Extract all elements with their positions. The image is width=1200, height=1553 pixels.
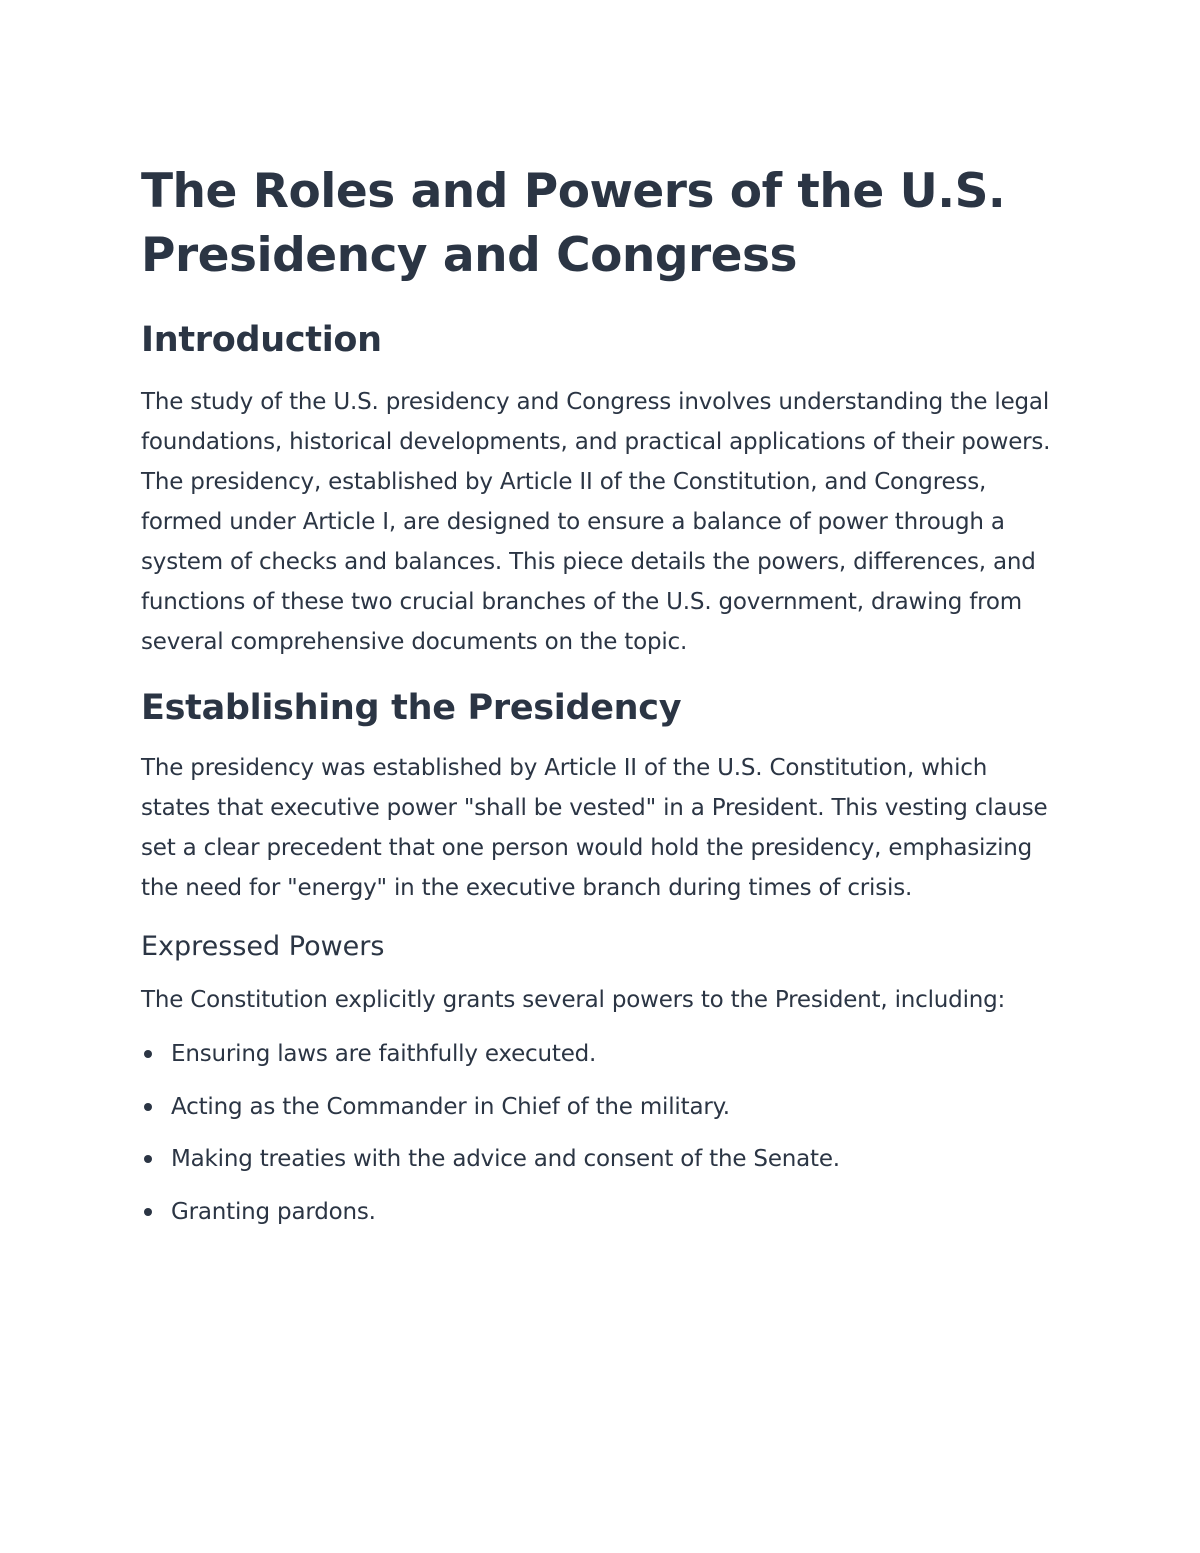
document-page [141, 160, 1061, 1244]
establishing-presidency-paragraph: The presidency was established by Article II of the U.S. Constitution, which states that executive power "shall be vested" in a President. This vesting clause set a clear precedent that one person would hold the presidency, emphasizing the need for "energy" in the executive branch during times of crisis. [141, 755, 1048, 901]
section-heading-establishing-presidency: Establishing the Presidency [141, 688, 682, 728]
document-title: The Roles and Powers of the U.S. Presidency and Congress [141, 164, 1006, 283]
expressed-powers-paragraph: The Constitution explicitly grants several powers to the President, including: [141, 987, 1006, 1013]
bullet-icon [144, 1208, 152, 1216]
expressed-powers-list [141, 1034, 1061, 1232]
list-item [141, 1087, 1061, 1127]
list-item [141, 1192, 1061, 1232]
list-item-text: Making treaties with the advice and consent of the Senate. [171, 1146, 840, 1172]
list-item-text: Granting pardons. [171, 1198, 376, 1225]
bullet-icon [144, 1155, 152, 1163]
list-item-text: Ensuring laws are faithfully executed. [171, 1041, 597, 1067]
subsection-heading-expressed-powers: Expressed Powers [141, 931, 385, 962]
section-heading-introduction: Introduction [141, 320, 382, 360]
list-item [141, 1034, 1061, 1074]
bullet-icon [144, 1050, 152, 1058]
introduction-paragraph: The study of the U.S. presidency and Congress involves understanding the legal foundations, historical developments, and practical applications of their powers. The presidency, established by Article II of the Constitution, and Congress, formed under Article I, are designed to ensure a balance of power through a system of checks and balances. This piece details the powers, differences, and functions of these two crucial branches of the U.S. government, drawing from several comprehensive documents on the topic. [141, 389, 1051, 655]
list-item-text: Acting as the Commander in Chief of the military. [171, 1093, 730, 1120]
list-item [141, 1139, 1061, 1179]
bullet-icon [144, 1103, 152, 1111]
